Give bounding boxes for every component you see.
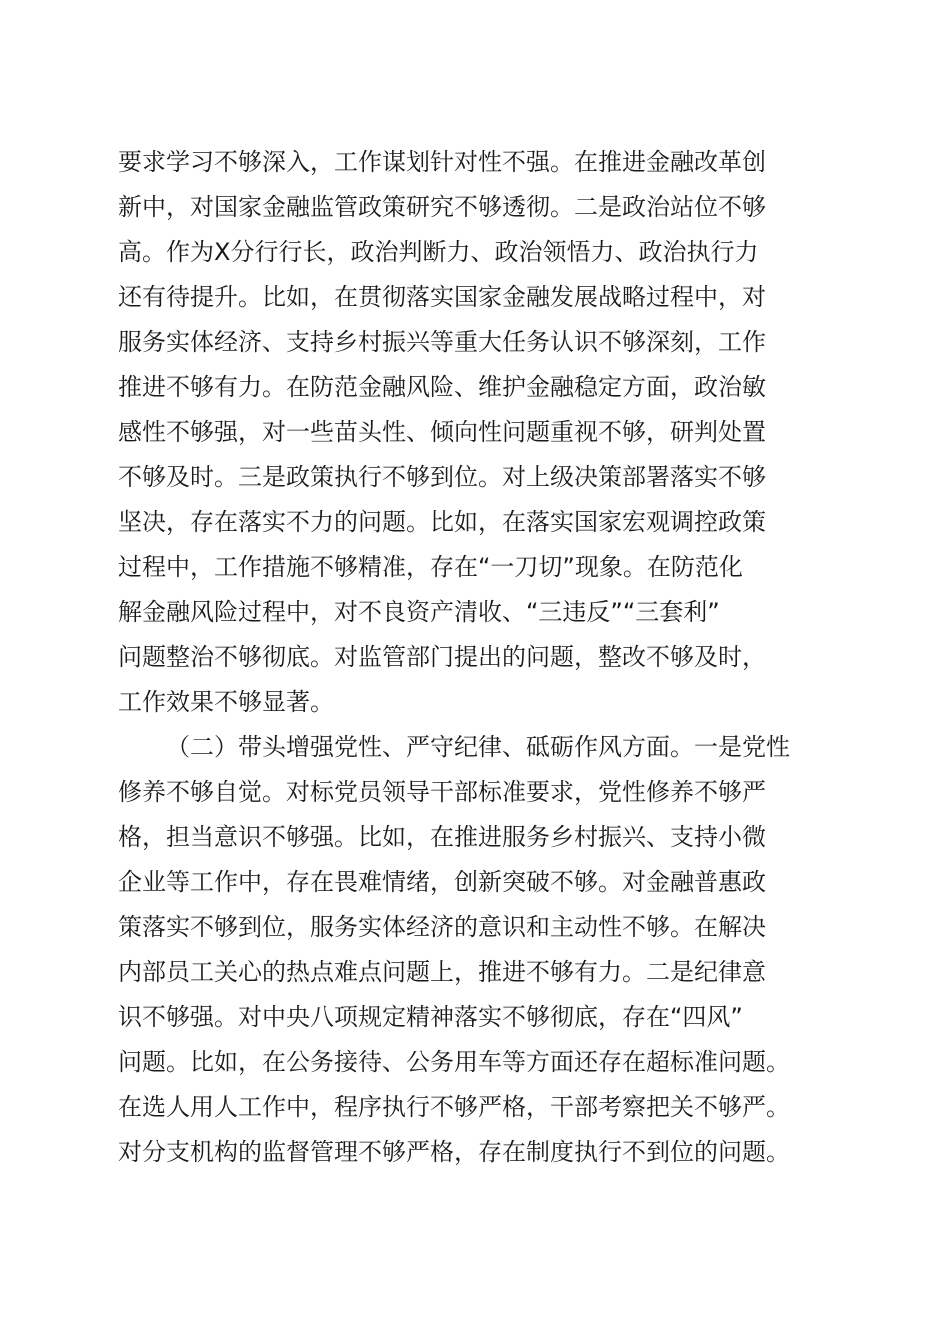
document-body (118, 140, 838, 1220)
text-line: 问题整治不够彻底。对监管部门提出的问题，整改不够及时， (118, 643, 766, 671)
text-line: 修养不够自觉。对标党员领导干部标准要求，党性修养不够严 (118, 778, 766, 806)
text-line: 策落实不够到位，服务实体经济的意识和主动性不够。在解决 (118, 913, 766, 941)
text-line: 推进不够有力。在防范金融风险、维护金融稳定方面，政治敏 (118, 373, 766, 401)
text-line: 新中，对国家金融监管政策研究不够透彻。二是政治站位不够 (118, 193, 766, 221)
text-line (118, 1175, 838, 1220)
text-line: 企业等工作中，存在畏难情绪，创新突破不够。对金融普惠政 (118, 868, 766, 896)
text-line: 识不够强。对中央八项规定精神落实不够彻底，存在“四风” (118, 1003, 743, 1031)
text-line: 格，担当意识不够强。比如，在推进服务乡村振兴、支持小微 (118, 823, 766, 851)
text-line: 高。作为X分行行长，政治判断力、政治领悟力、政治执行力 (118, 238, 759, 266)
paragraph-section-two (118, 725, 838, 1220)
text-line: 不够及时。三是政策执行不够到位。对上级决策部署落实不够 (118, 463, 766, 491)
text-line: 对分支机构的监督管理不够严格，存在制度执行不到位的问题。 (118, 1138, 790, 1166)
text-line: 服务实体经济、支持乡村振兴等重大任务认识不够深刻，工作 (118, 328, 766, 356)
paragraph-continued (118, 140, 838, 725)
text-line: 坚决，存在落实不力的问题。比如，在落实国家宏观调控政策 (118, 508, 766, 536)
section-heading-line: （二）带头增强党性、严守纪律、砥砺作风方面。一是党性 (166, 733, 790, 761)
text-line: 解金融风险过程中，对不良资产清收、“三违反”“三套利” (118, 598, 720, 626)
text-line: 问题。比如，在公务接待、公务用车等方面还存在超标准问题。 (118, 1048, 790, 1076)
text-line: 工作效果不够显著。 (118, 688, 334, 716)
text-line: 内部员工关心的热点难点问题上，推进不够有力。二是纪律意 (118, 958, 766, 986)
text-line: 还有待提升。比如，在贯彻落实国家金融发展战略过程中，对 (118, 283, 766, 311)
text-line: 要求学习不够深入，工作谋划针对性不强。在推进金融改革创 (118, 148, 766, 176)
text-line: 过程中，工作措施不够精准，存在“一刀切”现象。在防范化 (118, 553, 743, 581)
text-line: 在选人用人工作中，程序执行不够严格，干部考察把关不够严。 (118, 1093, 790, 1121)
text-line: 感性不够强，对一些苗头性、倾向性问题重视不够，研判处置 (118, 418, 766, 446)
